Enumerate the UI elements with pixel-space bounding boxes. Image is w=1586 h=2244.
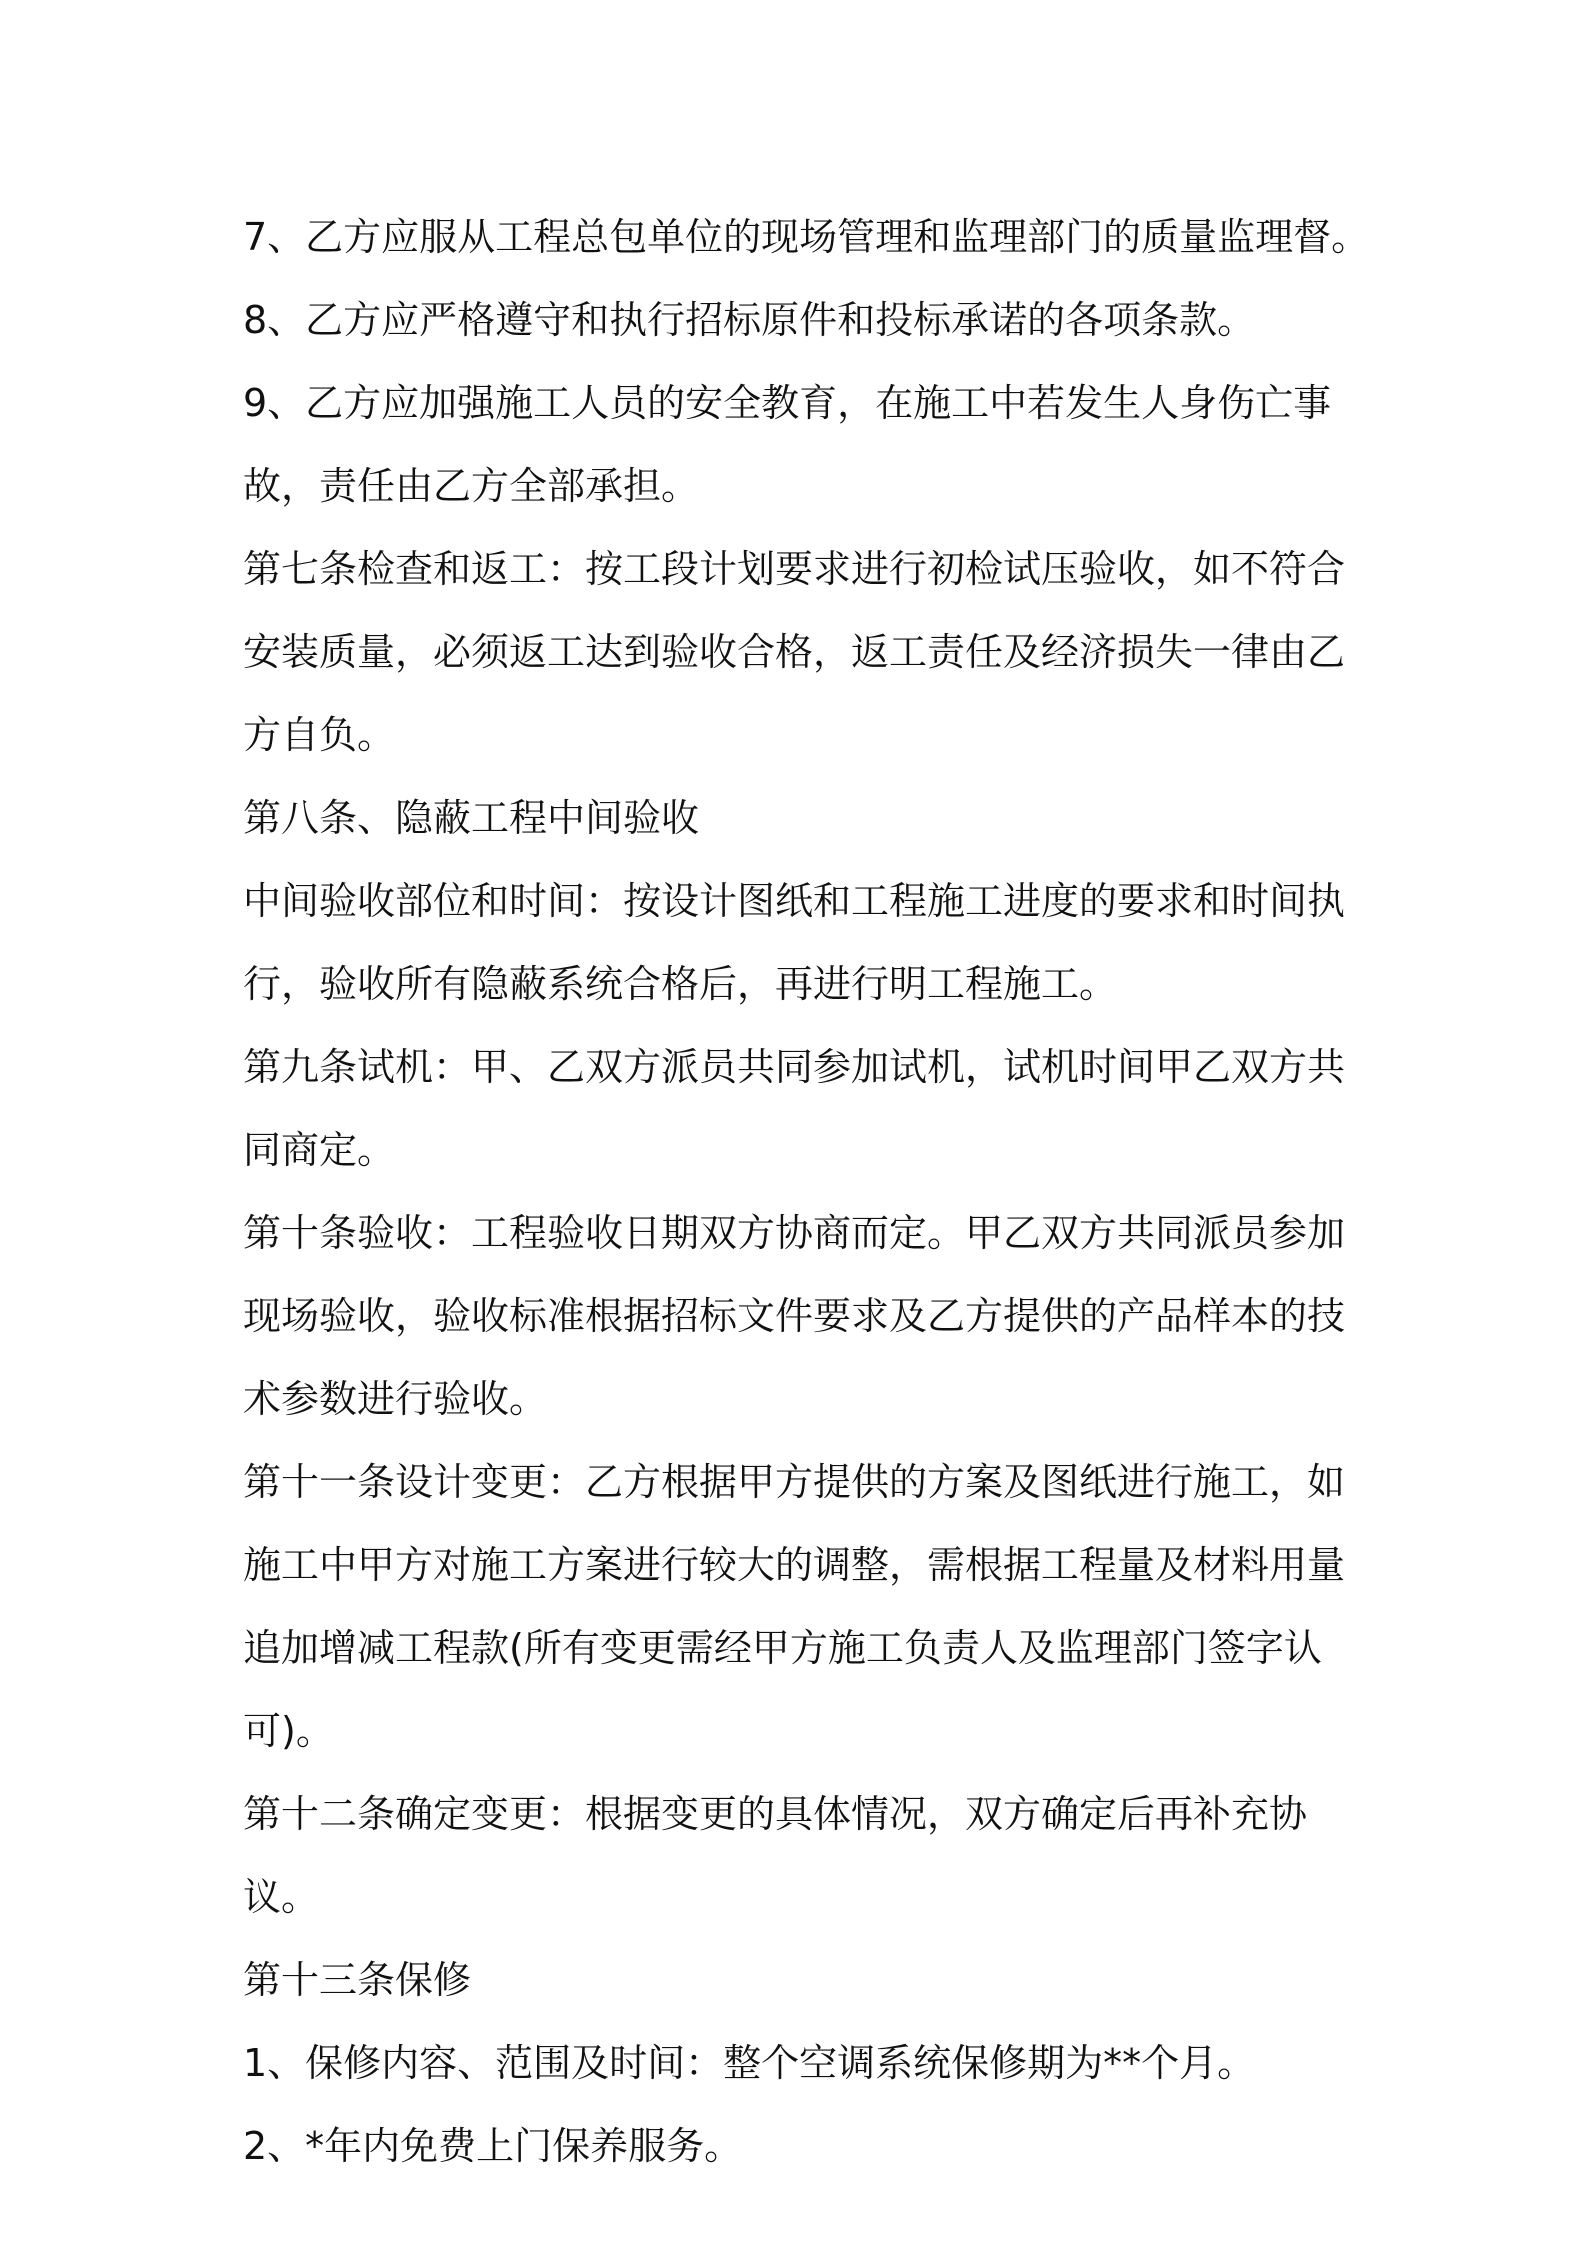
paragraph-intermediate-acceptance: 中间验收部位和时间：按设计图纸和工程施工进度的要求和时间执行，验收所有隐蔽系统合格后，再进行明工程施工。 xyxy=(243,879,1346,1006)
paragraph-article-10-acceptance: 第十条验收：工程验收日期双方协商而定。甲乙双方共同派员参加现场验收，验收标准根据招标文件要求及乙方提供的产品样本的技术参数进行验收。 xyxy=(243,1211,1346,1421)
paragraph-warranty-item-1: 1、保修内容、范围及时间：整个空调系统保修期为**个月。 xyxy=(243,2041,1256,2085)
paragraph-warranty-item-2: 2、*年内免费上门保养服务。 xyxy=(243,2124,743,2168)
paragraph-clause-9: 9、乙方应加强施工人员的安全教育，在施工中若发生人身伤亡事故，责任由乙方全部承担。 xyxy=(243,381,1332,508)
document-body xyxy=(243,196,1373,2188)
paragraph-clause-7: 7、乙方应服从工程总包单位的现场管理和监理部门的质量监理督。 xyxy=(243,215,1370,259)
paragraph-article-9-trial-run: 第九条试机：甲、乙双方派员共同参加试机，试机时间甲乙双方共同商定。 xyxy=(243,1045,1346,1172)
paragraph-clause-8: 8、乙方应严格遵守和执行招标原件和投标承诺的各项条款。 xyxy=(243,298,1256,342)
heading-article-13-warranty: 第十三条保修 xyxy=(243,1958,472,2002)
paragraph-article-7-inspection: 第七条检查和返工：按工段计划要求进行初检试压验收，如不符合安装质量，必须返工达到验收合格，返工责任及经济损失一律由乙方自负。 xyxy=(243,547,1346,757)
paragraph-article-11-design-change: 第十一条设计变更：乙方根据甲方提供的方案及图纸进行施工，如施工中甲方对施工方案进行较大的调整，需根据工程量及材料用量追加增减工程款(所有变更需经甲方施工负责人及监理部门签字认可)。 xyxy=(243,1460,1346,1753)
paragraph-article-12-confirm-change: 第十二条确定变更：根据变更的具体情况，双方确定后再补充协议。 xyxy=(243,1792,1308,1919)
heading-article-8: 第八条、隐蔽工程中间验收 xyxy=(243,796,700,840)
